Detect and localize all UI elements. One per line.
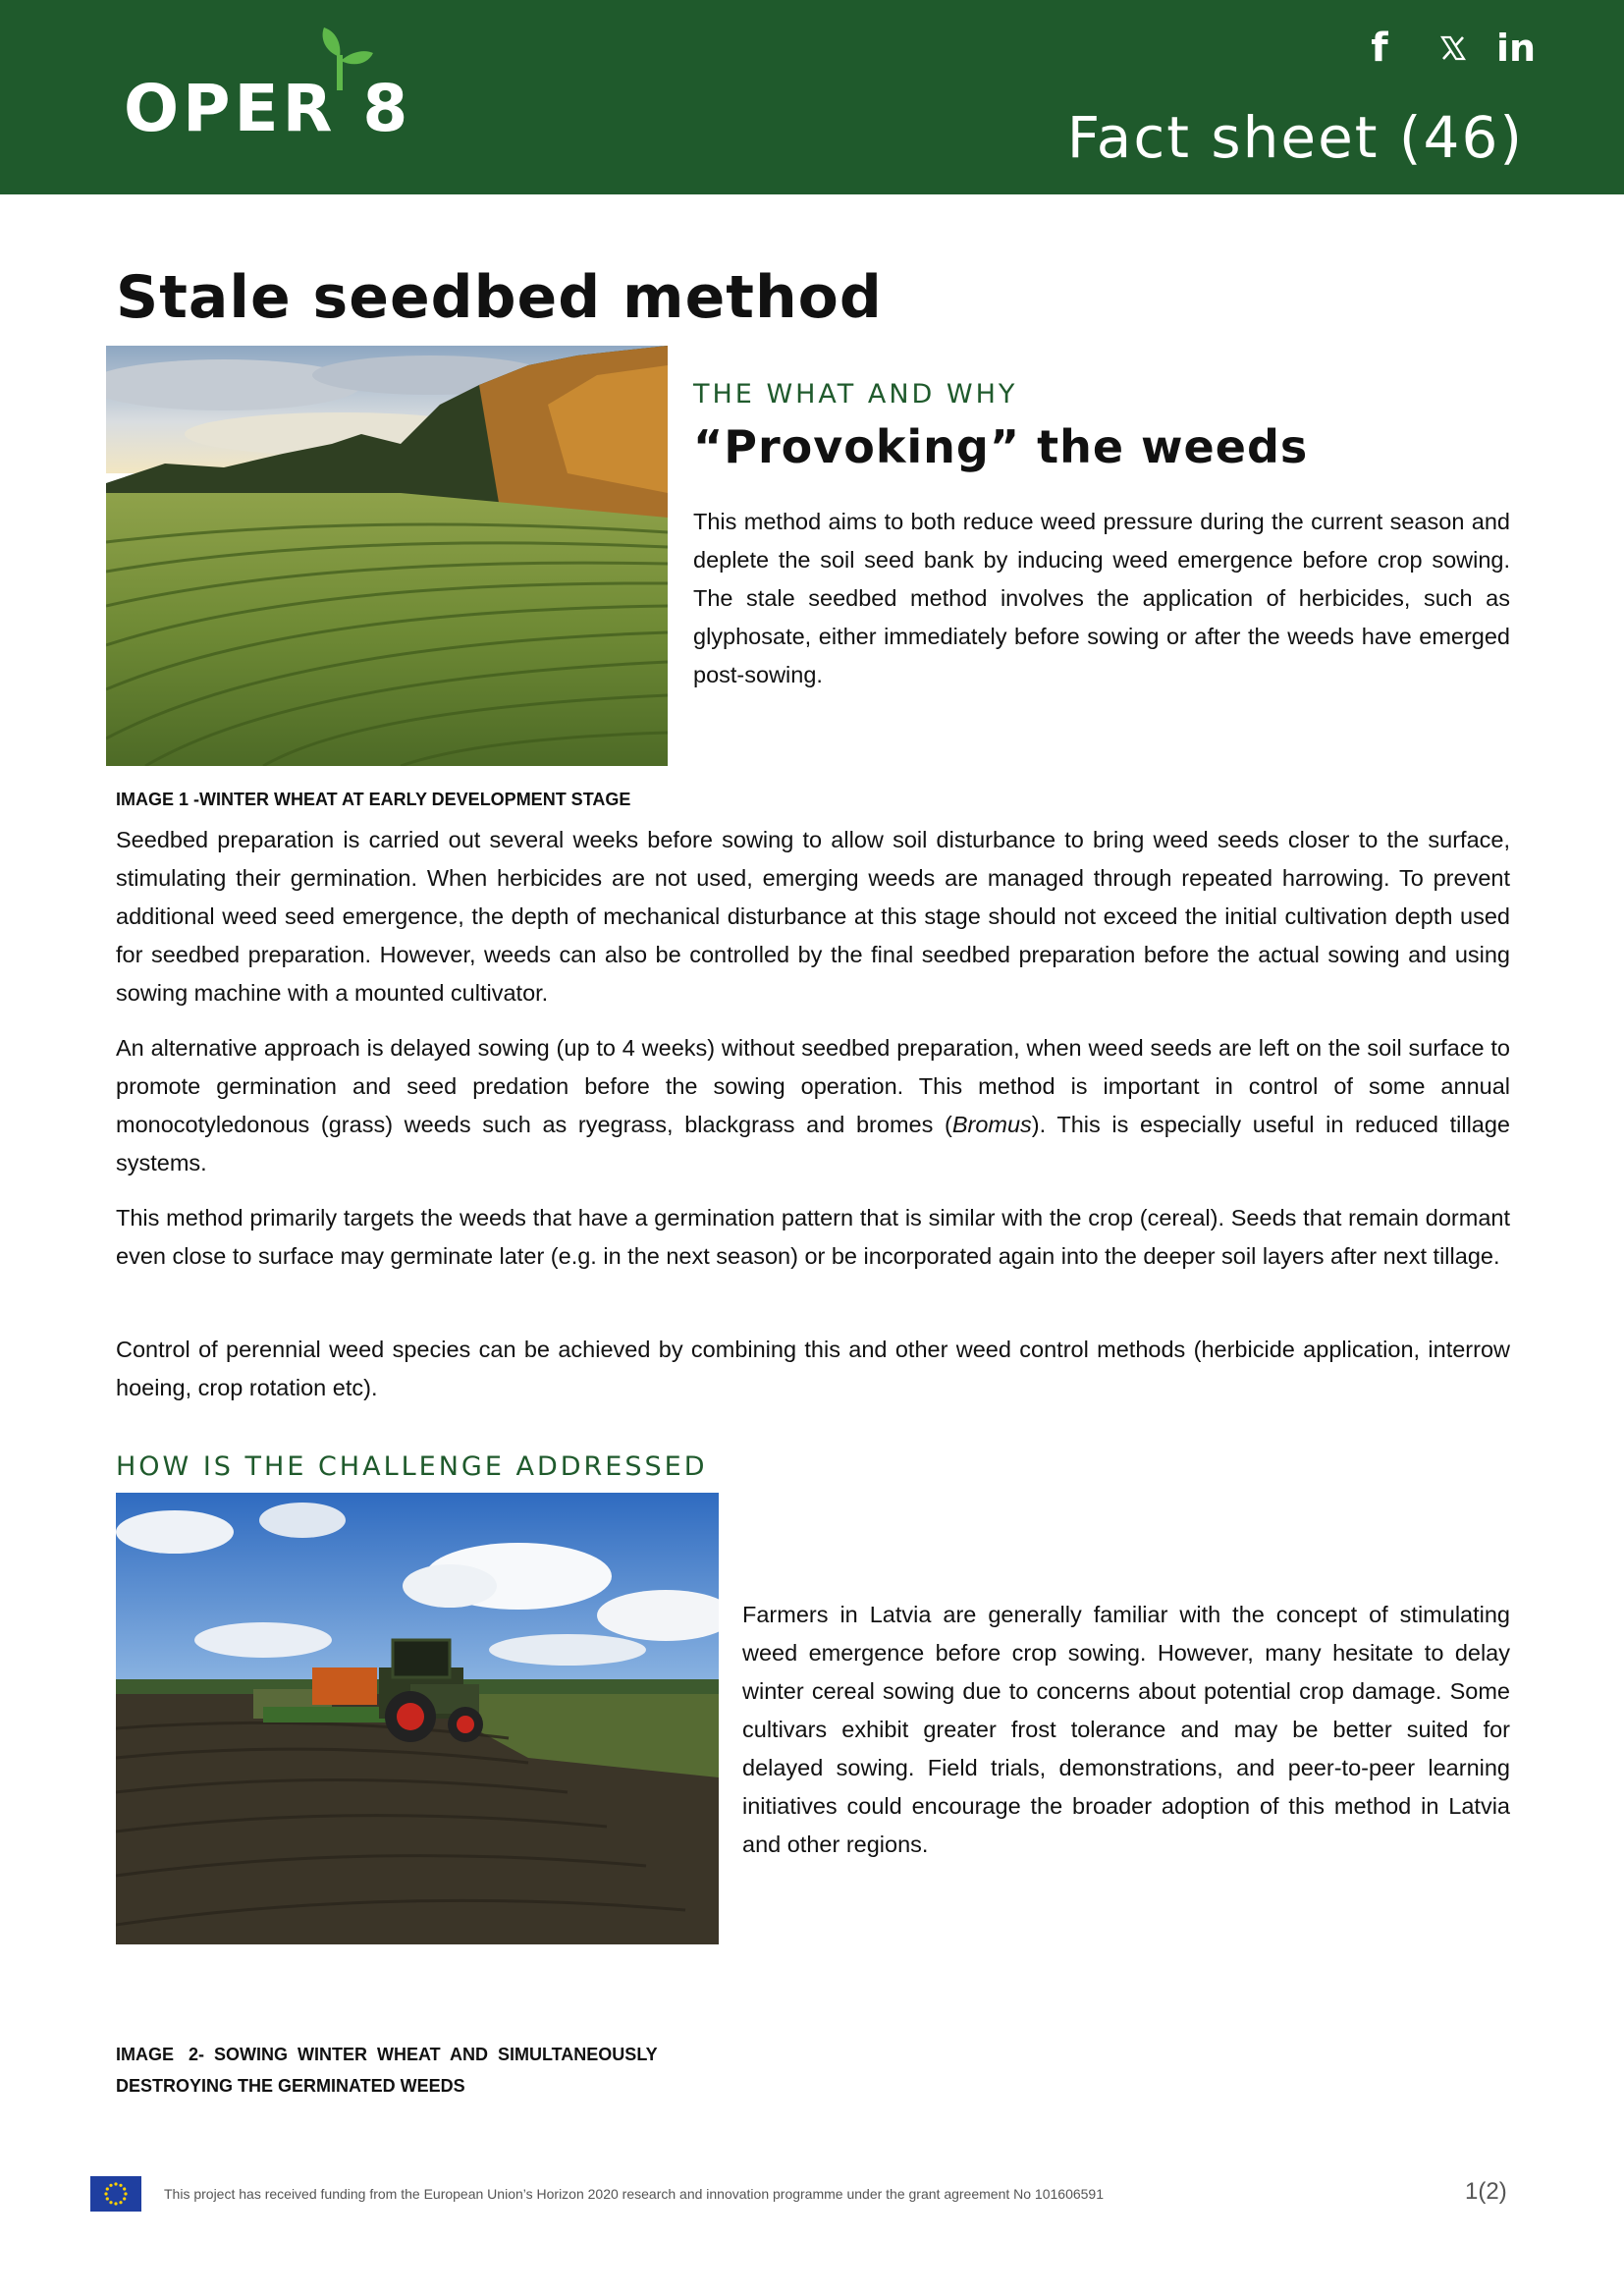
header-band: [0, 0, 1624, 194]
paragraph-delayed-sowing: [116, 1029, 1510, 1182]
image1-caption: IMAGE 1 -WINTER WHEAT AT EARLY DEVELOPMENT STAGE: [116, 790, 631, 809]
section-label-what-and-why: THE WHAT AND WHY: [693, 379, 1018, 410]
paragraph-delayed-sowing-text-a: An alternative approach is delayed sowing (up to 4 weeks) without seedbed preparation, when weed seeds are left on the soil surface to promote germination and seed predation before the sowing operation. This method is important in control of some annual monocotyledonous (grass) weeds such as ryegrass, blackgrass and bromes (: [116, 1035, 1510, 1137]
section-label-challenge: HOW IS THE CHALLENGE ADDRESSED: [116, 1451, 708, 1482]
tractor-sowing-photo: [116, 1493, 719, 1944]
facebook-icon[interactable]: f: [1371, 26, 1388, 71]
logo-text: OPER 8: [124, 71, 412, 146]
page-title: Stale seedbed method: [116, 263, 883, 332]
wheat-field-photo: [106, 346, 668, 766]
fact-sheet-title: Fact sheet (46): [1066, 104, 1524, 171]
paragraph-seedbed-preparation: Seedbed preparation is carried out several weeks before sowing to allow soil disturbance to bring weed seeds closer to the surface, stimulating their germination. When herbicides are not used, emerging weeds are managed through repeated harrowing. To prevent additional weed seed emergence, the depth of mechanical disturbance at this stage should not exceed the initial cultivation depth used for seedbed preparation. However, weeds can also be controlled by the final seedbed preparation before the actual sowing and using sowing machine with a mounted cultivator.: [116, 827, 1510, 1006]
bromus-italic: Bromus: [951, 1112, 1032, 1137]
sprout-icon: [318, 22, 377, 90]
funding-statement: This project has received funding from the European Union’s Horizon 2020 research and innovation programme under the grant agreement No 101606591: [164, 2186, 1104, 2202]
intro-paragraph: This method aims to both reduce weed pressure during the current season and deplete the soil seed bank by inducing weed emergence before crop sowing. The stale seedbed method involves the application of herbicides, such as glyphosate, either immediately before sowing or after the weeds have emerged post-sowing.: [693, 509, 1510, 687]
section-subtitle: “Provoking” the weeds: [693, 420, 1309, 473]
image2-caption-line2: DESTROYING THE GERMINATED WEEDS: [116, 2076, 465, 2096]
image2-caption-line1: IMAGE 2- SOWING WINTER WHEAT AND SIMULTANEOUSLY: [116, 2045, 658, 2064]
paragraph-perennial-weeds: Control of perennial weed species can be achieved by combining this and other weed control methods (herbicide application, interrow hoeing, crop rotation etc).: [116, 1337, 1510, 1400]
page-number: 1(2): [1465, 2178, 1507, 2205]
oper8-logo[interactable]: [124, 22, 418, 149]
linkedin-icon[interactable]: in: [1495, 27, 1537, 70]
paragraph-germination-pattern: This method primarily targets the weeds that have a germination pattern that is similar with the crop (cereal). Seeds that remain dormant even close to surface may germinate later (e.g. in the next season) or be incorporated again into the deeper soil layers after next tillage.: [116, 1205, 1510, 1269]
paragraph-latvia-farmers: Farmers in Latvia are generally familiar with the concept of stimulating weed emergence before crop sowing. However, many hesitate to delay winter cereal sowing due to concerns about potential crop damage. Some cultivars exhibit greater frost tolerance and may be better suited for delayed sowing. Field trials, demonstrations, and peer-to-peer learning initiatives could encourage the broader adoption of this method in Latvia and other regions.: [742, 1602, 1510, 1857]
paragraph-delayed-sowing-text-b: ). This is especially useful in reduced tillage systems.: [116, 1112, 1510, 1175]
eu-flag-icon: [90, 2176, 141, 2212]
x-icon[interactable]: [1434, 24, 1473, 73]
